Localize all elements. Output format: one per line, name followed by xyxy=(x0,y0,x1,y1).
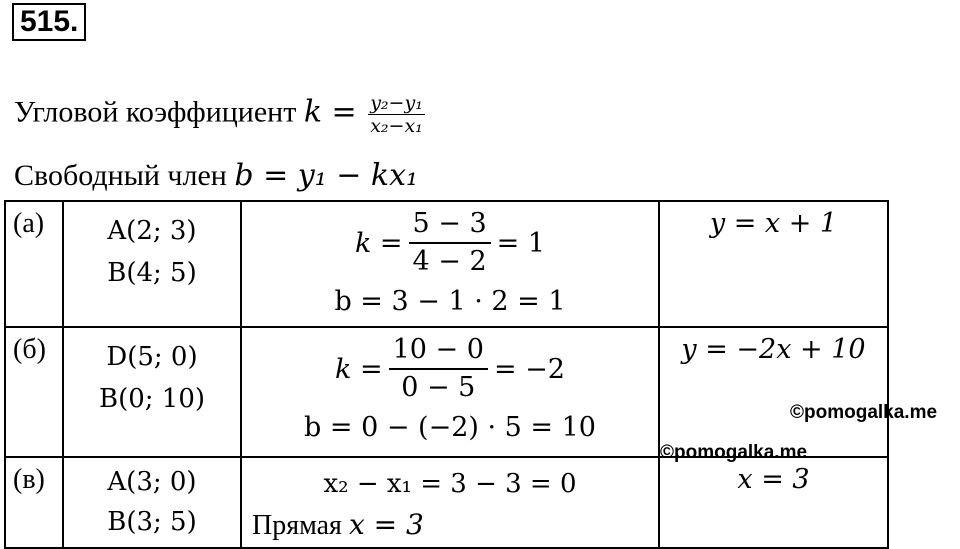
watermark: ©pomogalka.me xyxy=(660,442,808,463)
row-letter-cell xyxy=(5,457,63,548)
point-1: A(2; 3) xyxy=(107,216,197,246)
x-difference-computation: x₂ − x₁ = 3 − 3 = 0 xyxy=(323,469,577,499)
line-label: Прямая xyxy=(252,510,342,541)
point-2: B(0; 10) xyxy=(98,384,206,414)
k-result: = −2 xyxy=(493,353,565,385)
answer-equation: x = 3 xyxy=(737,464,810,495)
table-row xyxy=(5,201,888,327)
k-fraction xyxy=(389,332,488,406)
problem-number: 515. xyxy=(12,3,86,41)
slope-numerator: y₂−y₁ xyxy=(370,92,423,114)
row-letter-cell xyxy=(5,201,63,327)
answer-equation: y = x + 1 xyxy=(709,208,838,239)
slope-denominator: x₂−x₁ xyxy=(370,115,423,137)
row-letter: (б) xyxy=(13,334,46,365)
k-numerator: 5 − 3 xyxy=(409,206,491,244)
answer-cell xyxy=(659,457,888,548)
point-2: B(4; 5) xyxy=(107,258,197,288)
computation-cell xyxy=(241,201,659,327)
computation-cell xyxy=(241,457,659,548)
row-letter: (а) xyxy=(13,208,45,239)
intercept-label: Свободный член xyxy=(14,159,227,192)
slope-variable: k = xyxy=(303,94,357,130)
point-2: B(3; 5) xyxy=(107,507,197,537)
point-1: A(3; 0) xyxy=(107,467,197,497)
answer-equation: y = −2x + 10 xyxy=(681,334,866,365)
k-prefix: k = xyxy=(335,353,383,385)
intercept-computation: b = 0 − (−2) · 5 = 10 xyxy=(304,412,596,443)
points-cell xyxy=(63,457,241,548)
row-letter-cell xyxy=(5,327,63,457)
slope-computation xyxy=(242,332,658,406)
computation-cell xyxy=(241,327,659,457)
points-cell xyxy=(63,201,241,327)
table-row xyxy=(5,327,888,457)
answer-cell xyxy=(659,327,888,457)
solution-table xyxy=(4,200,889,549)
k-denominator: 0 − 5 xyxy=(401,372,476,403)
slope-fraction xyxy=(368,92,425,137)
line-formula: x = 3 xyxy=(348,508,424,541)
k-result: = 1 xyxy=(496,227,546,259)
vertical-line-statement xyxy=(242,504,658,547)
answer-cell xyxy=(659,201,888,327)
slope-computation xyxy=(242,206,658,280)
slope-label: Угловой коэффициент xyxy=(14,95,297,129)
intercept-computation: b = 3 − 1 · 2 = 1 xyxy=(334,286,566,317)
intercept-definition xyxy=(14,158,418,193)
row-letter: (в) xyxy=(13,464,45,495)
k-fraction xyxy=(409,206,491,280)
point-1: D(5; 0) xyxy=(106,342,198,372)
intercept-formula: b = y₁ − kx₁ xyxy=(234,158,419,193)
k-numerator: 10 − 0 xyxy=(389,332,488,370)
points-cell xyxy=(63,327,241,457)
table-row xyxy=(5,457,888,548)
slope-definition xyxy=(14,92,425,137)
k-denominator: 4 − 2 xyxy=(412,246,487,277)
watermark: ©pomogalka.me xyxy=(790,402,938,423)
k-prefix: k = xyxy=(354,227,403,259)
